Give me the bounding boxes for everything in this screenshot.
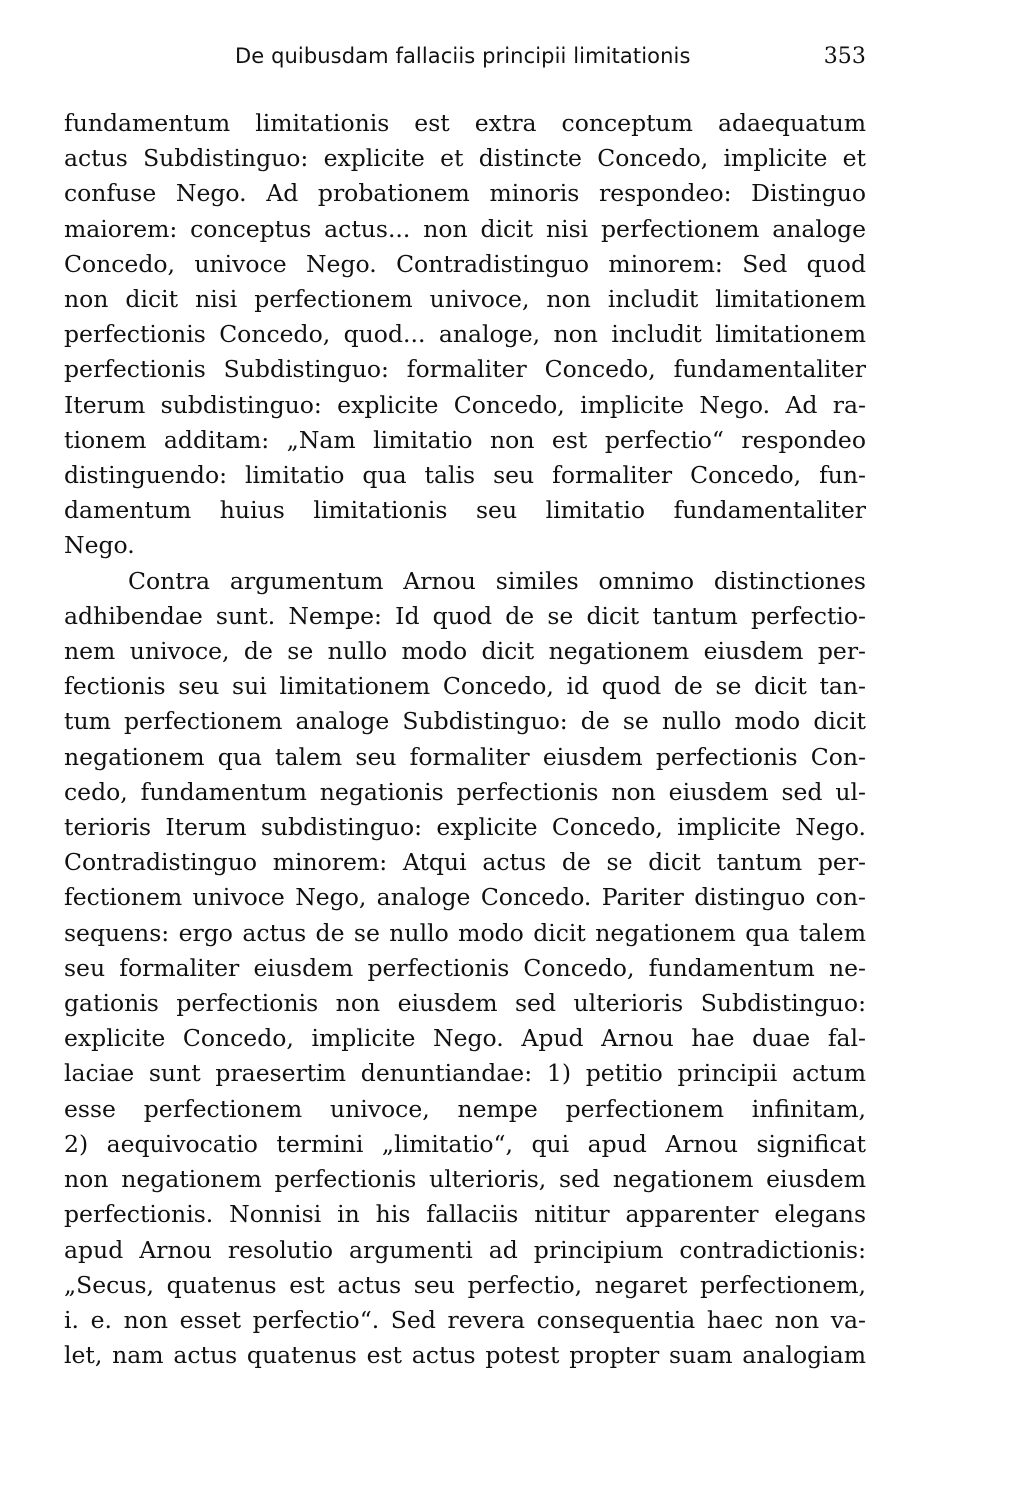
text-line: cedo, fundamentum negationis perfectionis non eiusdem sed ul- bbox=[64, 777, 866, 806]
text-line: fectionem univoce Nego, analoge Concedo. Pariter distinguo con- bbox=[64, 883, 866, 912]
text-line: actus Subdistinguo: explicite et distincte Concedo, implicite et bbox=[64, 144, 866, 173]
text-line: perfectionis Concedo, quod... analoge, non includit limitationem bbox=[64, 320, 866, 349]
text-line: tum perfectionem analoge Subdistinguo: de se nullo modo dicit bbox=[64, 707, 866, 736]
text-line: „Secus, quatenus est actus seu perfectio, negaret perfectionem, bbox=[64, 1270, 866, 1299]
text-line: fundamentum limitationis est extra conceptum adaequatum bbox=[64, 109, 866, 137]
text-line: perfectionis. Nonnisi in his fallaciis nititur apparenter elegans bbox=[64, 1200, 866, 1229]
text-line: distinguendo: limitatio qua talis seu formaliter Concedo, fun- bbox=[64, 461, 866, 490]
paragraph-2 bbox=[64, 564, 866, 1374]
text-line: seu formaliter eiusdem perfectionis Concedo, fundamentum ne- bbox=[64, 953, 866, 982]
text-line: Iterum subdistinguo: explicite Concedo, implicite Nego. Ad ra- bbox=[64, 390, 866, 419]
text-line: gationis perfectionis non eiusdem sed ulterioris Subdistinguo: bbox=[64, 989, 866, 1018]
text-line: non dicit nisi perfectionem univoce, non includit limitationem bbox=[64, 285, 866, 314]
text-line: Nego. bbox=[64, 531, 135, 560]
paragraph-1 bbox=[64, 106, 866, 564]
body-text bbox=[64, 106, 866, 1373]
running-title: De quibusdam fallaciis principii limitationis bbox=[235, 44, 691, 68]
text-line: esse perfectionem univoce, nempe perfectionem infinitam, bbox=[64, 1094, 866, 1123]
text-line: adhibendae sunt. Nempe: Id quod de se dicit tantum perfectio- bbox=[64, 601, 866, 630]
text-line: non negationem perfectionis ulterioris, sed negationem eiusdem bbox=[64, 1165, 866, 1194]
book-page bbox=[64, 44, 866, 1373]
text-line: confuse Nego. Ad probationem minoris respondeo: Distinguo bbox=[64, 179, 866, 208]
text-line: laciae sunt praesertim denuntiandae: 1) petitio principii actum bbox=[64, 1059, 866, 1088]
text-line: negationem qua talem seu formaliter eiusdem perfectionis Con- bbox=[64, 742, 866, 771]
text-line: nem univoce, de se nullo modo dicit negationem eiusdem per- bbox=[64, 637, 866, 666]
text-line: let, nam actus quatenus est actus potest propter suam analogiam bbox=[64, 1341, 866, 1370]
text-line: damentum huius limitationis seu limitatio fundamentaliter bbox=[64, 496, 866, 525]
text-line: apud Arnou resolutio argumenti ad principium contradictionis: bbox=[64, 1235, 866, 1264]
page-number: 353 bbox=[823, 44, 866, 69]
text-line: Contradistinguo minorem: Atqui actus de se dicit tantum per- bbox=[64, 848, 866, 877]
text-line: terioris Iterum subdistinguo: explicite Concedo, implicite Nego. bbox=[64, 813, 866, 842]
text-line: Contra argumentum Arnou similes omnimo distinctiones bbox=[128, 566, 866, 595]
text-line: Concedo, univoce Nego. Contradistinguo minorem: Sed quod bbox=[64, 249, 866, 278]
running-head bbox=[64, 44, 866, 80]
text-line: 2) aequivocatio termini „limitatio“, qui apud Arnou significat bbox=[64, 1129, 866, 1158]
text-line: tionem additam: „Nam limitatio non est perfectio“ respondeo bbox=[64, 425, 866, 454]
text-line: perfectionis Subdistinguo: formaliter Concedo, fundamentaliter bbox=[64, 355, 866, 384]
text-line: maiorem: conceptus actus... non dicit nisi perfectionem analoge bbox=[64, 214, 866, 243]
text-line: explicite Concedo, implicite Nego. Apud Arnou hae duae fal- bbox=[64, 1024, 866, 1053]
text-line: i. e. non esset perfectio“. Sed revera consequentia haec non va- bbox=[64, 1305, 866, 1334]
text-line: fectionis seu sui limitationem Concedo, id quod de se dicit tan- bbox=[64, 672, 866, 701]
text-line: sequens: ergo actus de se nullo modo dicit negationem qua talem bbox=[64, 918, 866, 947]
